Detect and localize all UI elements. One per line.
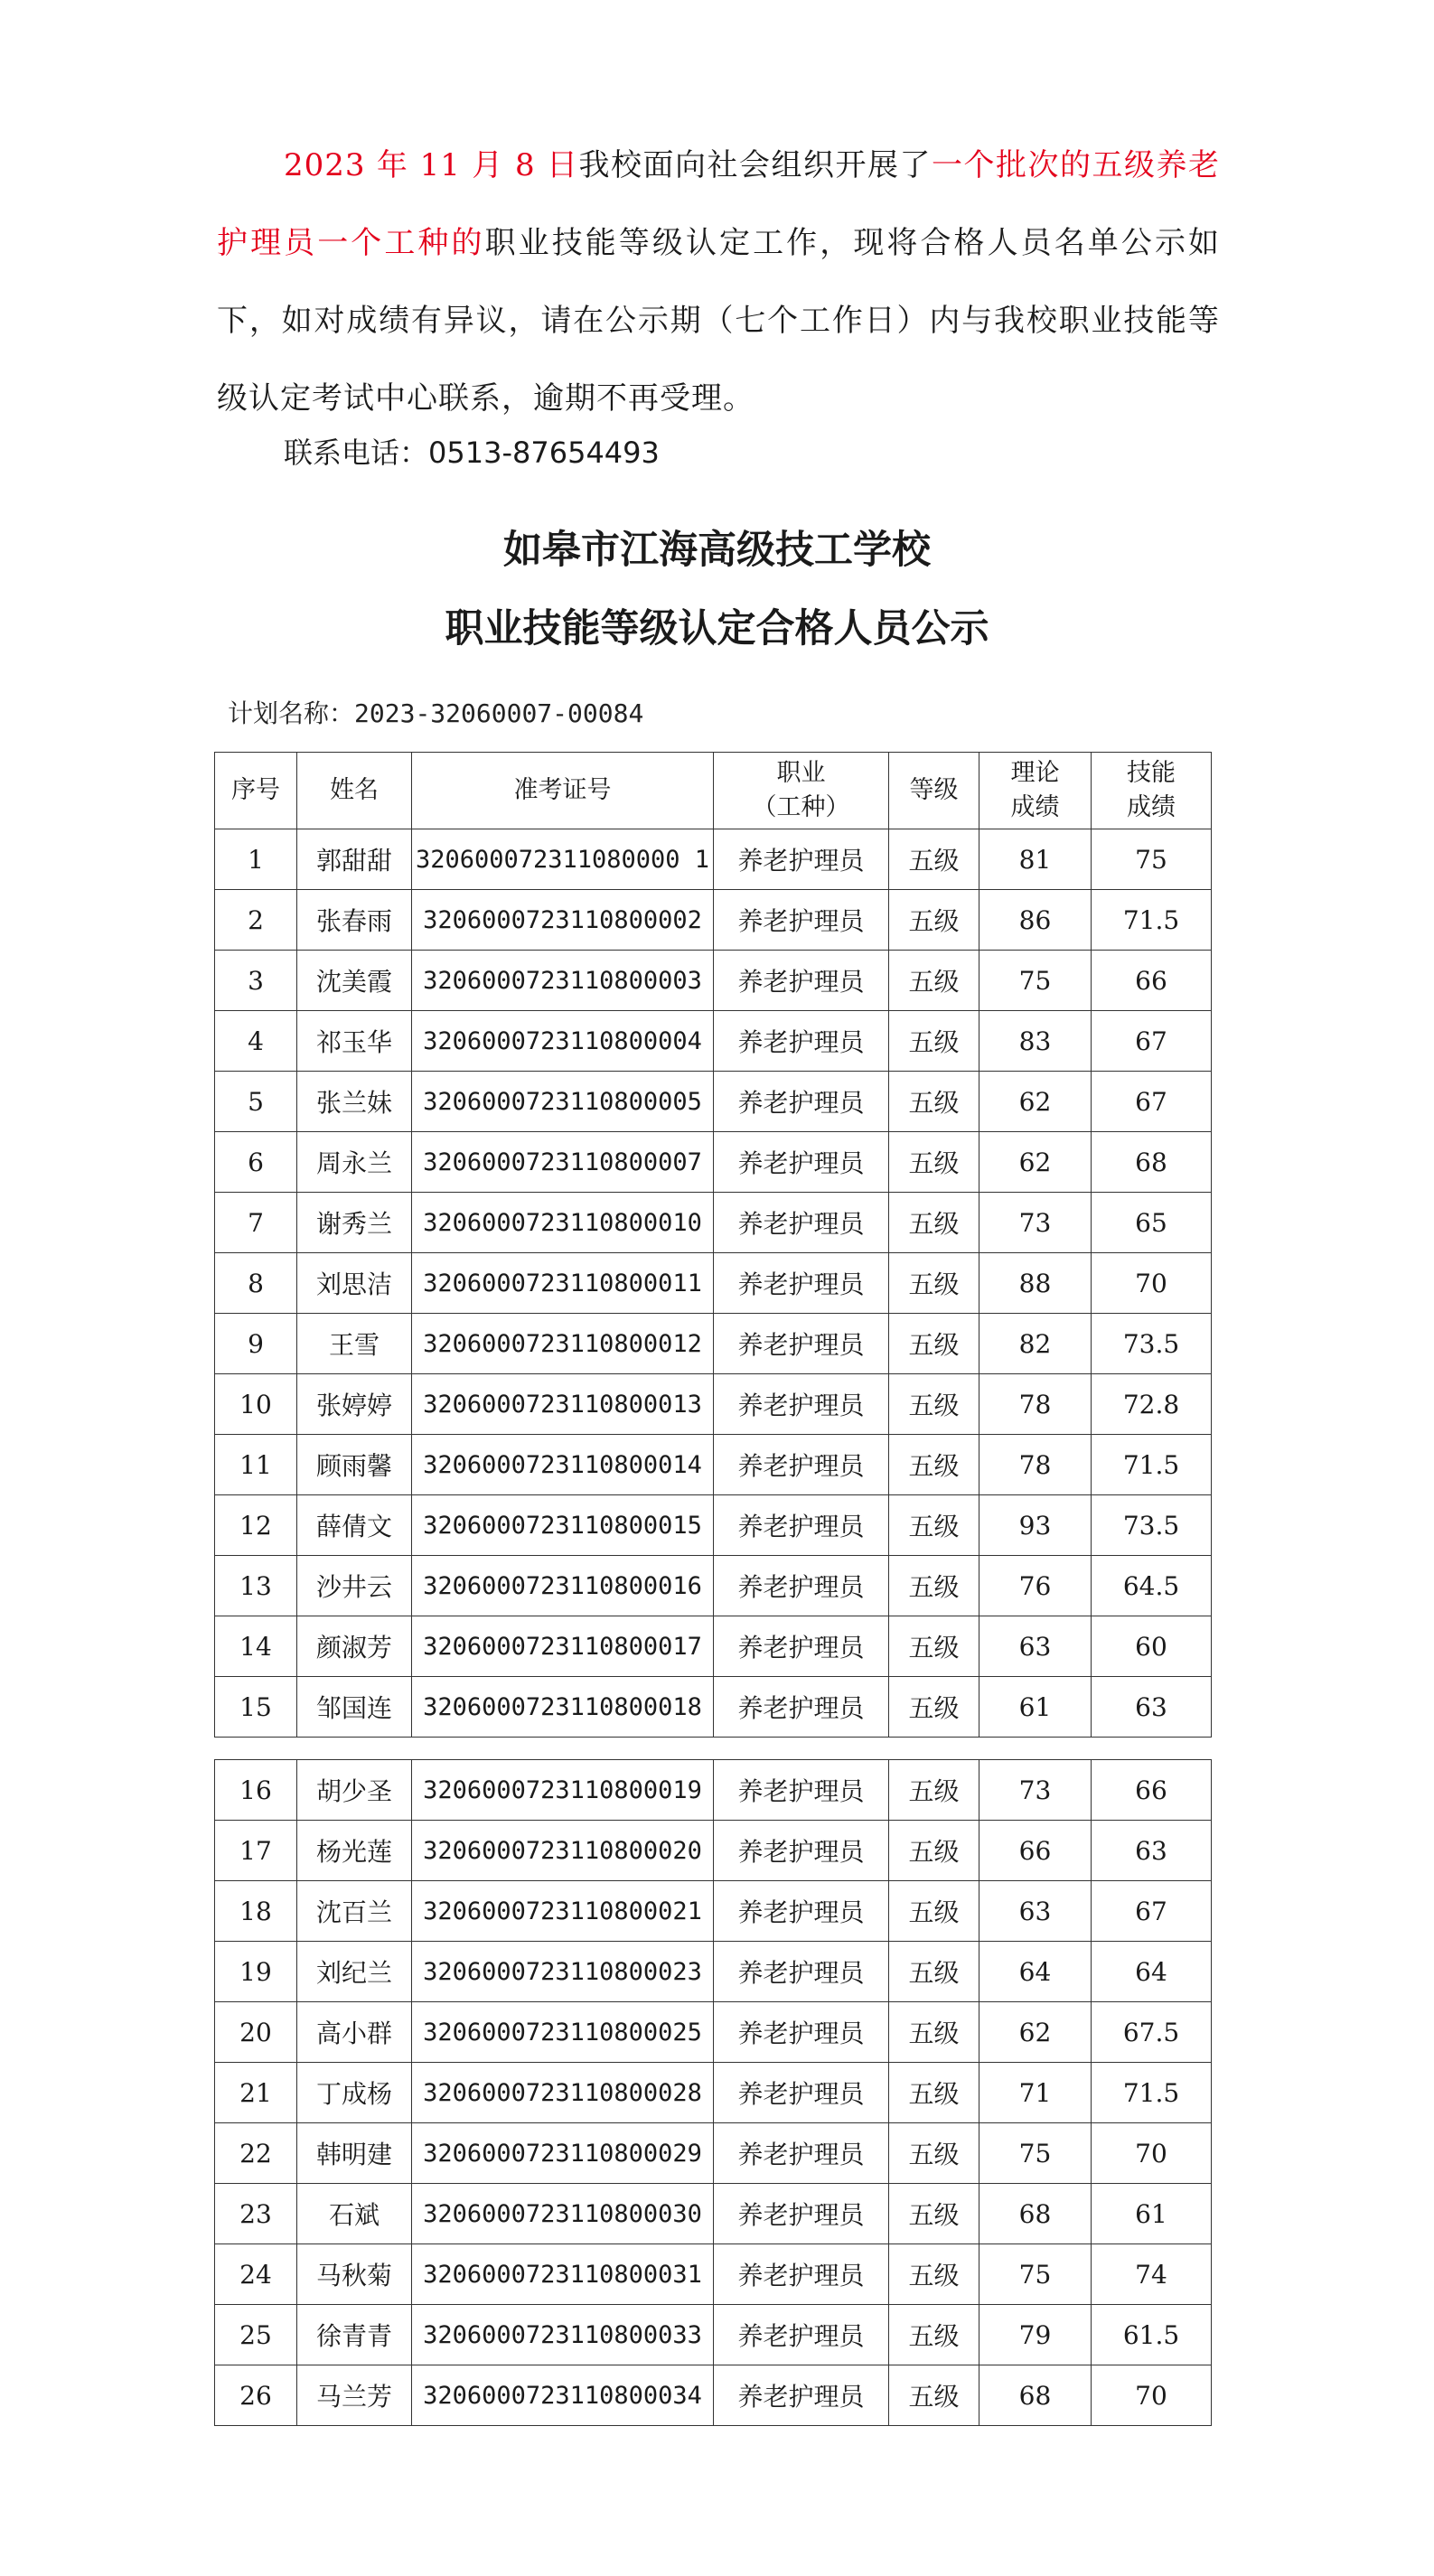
cell-name: 周永兰 bbox=[297, 1132, 412, 1193]
cell-name: 顾雨馨 bbox=[297, 1435, 412, 1495]
table-row bbox=[215, 1677, 1212, 1738]
table-row bbox=[215, 1495, 1212, 1556]
cell-skill: 64.5 bbox=[1092, 1556, 1212, 1616]
cell-skill: 63 bbox=[1092, 1821, 1212, 1881]
cell-job: 养老护理员 bbox=[714, 1132, 889, 1193]
cell-skill: 67 bbox=[1092, 1072, 1212, 1132]
cell-name: 谢秀兰 bbox=[297, 1193, 412, 1253]
cell-theory: 81 bbox=[979, 829, 1092, 890]
cell-skill: 64 bbox=[1092, 1942, 1212, 2002]
table-row bbox=[215, 1881, 1212, 1942]
table-row bbox=[215, 1253, 1212, 1314]
cell-seq: 23 bbox=[215, 2184, 297, 2244]
cell-level: 五级 bbox=[889, 1677, 979, 1738]
cell-theory: 86 bbox=[979, 890, 1092, 951]
cell-job: 养老护理员 bbox=[714, 2244, 889, 2305]
header-ticket: 准考证号 bbox=[412, 753, 714, 829]
header-level: 等级 bbox=[889, 753, 979, 829]
cell-skill: 65 bbox=[1092, 1193, 1212, 1253]
table-row bbox=[215, 1314, 1212, 1374]
cell-seq: 21 bbox=[215, 2063, 297, 2123]
cell-job: 养老护理员 bbox=[714, 1193, 889, 1253]
table-row bbox=[215, 1435, 1212, 1495]
cell-ticket: 3206000723110800031 bbox=[412, 2244, 714, 2305]
intro-date: 2023 年 11 月 8 日 bbox=[284, 147, 579, 183]
cell-seq: 4 bbox=[215, 1011, 297, 1072]
cell-seq: 10 bbox=[215, 1374, 297, 1435]
cell-ticket: 3206000723110800017 bbox=[412, 1616, 714, 1677]
cell-theory: 82 bbox=[979, 1314, 1092, 1374]
cell-level: 五级 bbox=[889, 2123, 979, 2184]
cell-seq: 14 bbox=[215, 1616, 297, 1677]
plan-value: 2023-32060007-00084 bbox=[354, 698, 644, 728]
table-row bbox=[215, 1072, 1212, 1132]
header-skill-line1: 技能 bbox=[1127, 759, 1176, 787]
cell-job: 养老护理员 bbox=[714, 1253, 889, 1314]
cell-skill: 67 bbox=[1092, 1011, 1212, 1072]
cell-seq: 24 bbox=[215, 2244, 297, 2305]
cell-skill: 67.5 bbox=[1092, 2002, 1212, 2063]
header-seq: 序号 bbox=[215, 753, 297, 829]
header-job-line2: （工种） bbox=[752, 793, 850, 821]
cell-name: 丁成杨 bbox=[297, 2063, 412, 2123]
cell-seq: 16 bbox=[215, 1760, 297, 1821]
cell-name: 马秋菊 bbox=[297, 2244, 412, 2305]
cell-seq: 2 bbox=[215, 890, 297, 951]
cell-ticket: 3206000723110800013 bbox=[412, 1374, 714, 1435]
cell-seq: 25 bbox=[215, 2305, 297, 2365]
cell-name: 韩明建 bbox=[297, 2123, 412, 2184]
cell-seq: 26 bbox=[215, 2365, 297, 2426]
cell-ticket: 3206000723110800005 bbox=[412, 1072, 714, 1132]
cell-name: 刘思洁 bbox=[297, 1253, 412, 1314]
cell-seq: 15 bbox=[215, 1677, 297, 1738]
cell-theory: 62 bbox=[979, 1132, 1092, 1193]
contact-phone: 0513-87654493 bbox=[428, 436, 660, 470]
cell-theory: 76 bbox=[979, 1556, 1092, 1616]
cell-job: 养老护理员 bbox=[714, 1435, 889, 1495]
cell-ticket: 3206000723110800025 bbox=[412, 2002, 714, 2063]
cell-level: 五级 bbox=[889, 1556, 979, 1616]
cell-skill: 66 bbox=[1092, 1760, 1212, 1821]
cell-seq: 13 bbox=[215, 1556, 297, 1616]
cell-level: 五级 bbox=[889, 2365, 979, 2426]
table-row bbox=[215, 2123, 1212, 2184]
cell-ticket: 3206000723110800034 bbox=[412, 2365, 714, 2426]
table-row bbox=[215, 890, 1212, 951]
cell-skill: 71.5 bbox=[1092, 890, 1212, 951]
table-row bbox=[215, 2063, 1212, 2123]
cell-ticket: 3206000723110800029 bbox=[412, 2123, 714, 2184]
cell-seq: 12 bbox=[215, 1495, 297, 1556]
header-skill-line2: 成绩 bbox=[1127, 793, 1176, 821]
cell-seq: 9 bbox=[215, 1314, 297, 1374]
cell-job: 养老护理员 bbox=[714, 951, 889, 1011]
cell-level: 五级 bbox=[889, 2063, 979, 2123]
cell-theory: 62 bbox=[979, 2002, 1092, 2063]
cell-name: 石斌 bbox=[297, 2184, 412, 2244]
table-row bbox=[215, 2305, 1212, 2365]
cell-skill: 72.8 bbox=[1092, 1374, 1212, 1435]
cell-name: 颜淑芳 bbox=[297, 1616, 412, 1677]
cell-theory: 79 bbox=[979, 2305, 1092, 2365]
cell-level: 五级 bbox=[889, 1132, 979, 1193]
cell-ticket: 3206000723110800021 bbox=[412, 1881, 714, 1942]
cell-job: 养老护理员 bbox=[714, 1942, 889, 2002]
cell-ticket: 3206000723110800023 bbox=[412, 1942, 714, 2002]
cell-seq: 17 bbox=[215, 1821, 297, 1881]
intro-paragraph bbox=[217, 126, 1220, 437]
cell-job: 养老护理员 bbox=[714, 1821, 889, 1881]
table-row bbox=[215, 1011, 1212, 1072]
table-row bbox=[215, 1760, 1212, 1821]
table-row bbox=[215, 1942, 1212, 2002]
cell-job: 养老护理员 bbox=[714, 1374, 889, 1435]
table-row bbox=[215, 829, 1212, 890]
cell-skill: 75 bbox=[1092, 829, 1212, 890]
cell-name: 沈美霞 bbox=[297, 951, 412, 1011]
cell-seq: 1 bbox=[215, 829, 297, 890]
cell-level: 五级 bbox=[889, 951, 979, 1011]
contact-label: 联系电话： bbox=[284, 436, 429, 470]
cell-theory: 93 bbox=[979, 1495, 1092, 1556]
cell-skill: 61.5 bbox=[1092, 2305, 1212, 2365]
cell-ticket: 3206000723110800018 bbox=[412, 1677, 714, 1738]
cell-level: 五级 bbox=[889, 1616, 979, 1677]
cell-job: 养老护理员 bbox=[714, 2305, 889, 2365]
cell-skill: 74 bbox=[1092, 2244, 1212, 2305]
cell-level: 五级 bbox=[889, 1760, 979, 1821]
header-name: 姓名 bbox=[297, 753, 412, 829]
cell-job: 养老护理员 bbox=[714, 1677, 889, 1738]
table-row bbox=[215, 2002, 1212, 2063]
table-row bbox=[215, 1821, 1212, 1881]
cell-job: 养老护理员 bbox=[714, 2063, 889, 2123]
cell-name: 徐青青 bbox=[297, 2305, 412, 2365]
intro-highlight: 一个批次的五级养老护理员一个工种的 bbox=[217, 147, 1221, 261]
cell-theory: 61 bbox=[979, 1677, 1092, 1738]
cell-name: 刘纪兰 bbox=[297, 1942, 412, 2002]
contact-line bbox=[284, 430, 660, 472]
table-row bbox=[215, 1556, 1212, 1616]
cell-job: 养老护理员 bbox=[714, 890, 889, 951]
cell-level: 五级 bbox=[889, 1253, 979, 1314]
table-row bbox=[215, 1132, 1212, 1193]
plan-label: 计划名称： bbox=[228, 698, 355, 728]
plan-name bbox=[228, 694, 643, 730]
cell-job: 养老护理员 bbox=[714, 1556, 889, 1616]
cell-level: 五级 bbox=[889, 890, 979, 951]
cell-skill: 67 bbox=[1092, 1881, 1212, 1942]
table-row bbox=[215, 2184, 1212, 2244]
cell-seq: 22 bbox=[215, 2123, 297, 2184]
cell-theory: 66 bbox=[979, 1821, 1092, 1881]
cell-ticket: 3206000723110800028 bbox=[412, 2063, 714, 2123]
cell-level: 五级 bbox=[889, 2184, 979, 2244]
cell-skill: 60 bbox=[1092, 1616, 1212, 1677]
cell-name: 薛倩文 bbox=[297, 1495, 412, 1556]
cell-theory: 78 bbox=[979, 1374, 1092, 1435]
cell-job: 养老护理员 bbox=[714, 1072, 889, 1132]
school-title: 如皋市江海高级技工学校 bbox=[503, 528, 931, 573]
cell-seq: 6 bbox=[215, 1132, 297, 1193]
cell-skill: 68 bbox=[1092, 1132, 1212, 1193]
cell-theory: 68 bbox=[979, 2365, 1092, 2426]
header-job-line1: 职业 bbox=[776, 759, 826, 787]
cell-ticket: 3206000723110800019 bbox=[412, 1760, 714, 1821]
cell-ticket: 3206000723110800016 bbox=[412, 1556, 714, 1616]
cell-theory: 73 bbox=[979, 1193, 1092, 1253]
cell-name: 沈百兰 bbox=[297, 1881, 412, 1942]
cell-level: 五级 bbox=[889, 829, 979, 890]
intro-text-2: 职业技能等级认定工作，现将合格人员名单公示如下，如对成绩有异议，请在公示期（七个工作日）内与我校职业技能等级认定考试中心联系，逾期不再受理。 bbox=[217, 225, 1221, 417]
cell-theory: 88 bbox=[979, 1253, 1092, 1314]
cell-theory: 75 bbox=[979, 2244, 1092, 2305]
cell-job: 养老护理员 bbox=[714, 1011, 889, 1072]
header-theory-line1: 理论 bbox=[1010, 759, 1060, 787]
cell-skill: 70 bbox=[1092, 1253, 1212, 1314]
cell-theory: 75 bbox=[979, 951, 1092, 1011]
cell-job: 养老护理员 bbox=[714, 1495, 889, 1556]
cell-name: 胡少圣 bbox=[297, 1760, 412, 1821]
cell-skill: 71.5 bbox=[1092, 2063, 1212, 2123]
cell-theory: 73 bbox=[979, 1760, 1092, 1821]
cell-name: 沙井云 bbox=[297, 1556, 412, 1616]
table-row bbox=[215, 2244, 1212, 2305]
cell-name: 郭甜甜 bbox=[297, 829, 412, 890]
cell-skill: 61 bbox=[1092, 2184, 1212, 2244]
cell-ticket: 3206000723110800003 bbox=[412, 951, 714, 1011]
cell-seq: 7 bbox=[215, 1193, 297, 1253]
cell-seq: 11 bbox=[215, 1435, 297, 1495]
cell-skill: 71.5 bbox=[1092, 1435, 1212, 1495]
cell-theory: 71 bbox=[979, 2063, 1092, 2123]
cell-job: 养老护理员 bbox=[714, 2184, 889, 2244]
cell-level: 五级 bbox=[889, 1495, 979, 1556]
intro-text-1: 我校面向社会组织开展了 bbox=[578, 147, 932, 183]
cell-theory: 63 bbox=[979, 1616, 1092, 1677]
cell-level: 五级 bbox=[889, 1881, 979, 1942]
cell-skill: 70 bbox=[1092, 2365, 1212, 2426]
cell-seq: 8 bbox=[215, 1253, 297, 1314]
cell-seq: 5 bbox=[215, 1072, 297, 1132]
cell-seq: 18 bbox=[215, 1881, 297, 1942]
table-row bbox=[215, 1374, 1212, 1435]
cell-job: 养老护理员 bbox=[714, 1616, 889, 1677]
cell-ticket: 3206000723110800030 bbox=[412, 2184, 714, 2244]
results-table-2 bbox=[214, 1759, 1212, 2426]
cell-seq: 20 bbox=[215, 2002, 297, 2063]
cell-level: 五级 bbox=[889, 1193, 979, 1253]
cell-ticket: 3206000723110800020 bbox=[412, 1821, 714, 1881]
cell-skill: 66 bbox=[1092, 951, 1212, 1011]
header-skill bbox=[1092, 753, 1212, 829]
cell-ticket: 3206000723110800033 bbox=[412, 2305, 714, 2365]
notice-title: 职业技能等级认定合格人员公示 bbox=[445, 606, 989, 651]
cell-ticket: 3206000723110800015 bbox=[412, 1495, 714, 1556]
cell-ticket: 3206000723110800002 bbox=[412, 890, 714, 951]
cell-name: 高小群 bbox=[297, 2002, 412, 2063]
cell-skill: 73.5 bbox=[1092, 1495, 1212, 1556]
cell-job: 养老护理员 bbox=[714, 1314, 889, 1374]
cell-theory: 62 bbox=[979, 1072, 1092, 1132]
cell-theory: 63 bbox=[979, 1881, 1092, 1942]
cell-ticket: 3206000723110800010 bbox=[412, 1193, 714, 1253]
cell-theory: 78 bbox=[979, 1435, 1092, 1495]
cell-ticket: 3206000723110800014 bbox=[412, 1435, 714, 1495]
cell-name: 祁玉华 bbox=[297, 1011, 412, 1072]
table-row bbox=[215, 951, 1212, 1011]
cell-level: 五级 bbox=[889, 1011, 979, 1072]
cell-seq: 3 bbox=[215, 951, 297, 1011]
cell-level: 五级 bbox=[889, 1314, 979, 1374]
cell-skill: 73.5 bbox=[1092, 1314, 1212, 1374]
cell-job: 养老护理员 bbox=[714, 2002, 889, 2063]
cell-theory: 75 bbox=[979, 2123, 1092, 2184]
cell-theory: 83 bbox=[979, 1011, 1092, 1072]
table-header-row bbox=[215, 753, 1212, 829]
cell-job: 养老护理员 bbox=[714, 829, 889, 890]
cell-level: 五级 bbox=[889, 1435, 979, 1495]
cell-name: 张兰妹 bbox=[297, 1072, 412, 1132]
results-table-1 bbox=[214, 752, 1212, 1738]
cell-name: 王雪 bbox=[297, 1314, 412, 1374]
cell-name: 张婷婷 bbox=[297, 1374, 412, 1435]
table-row bbox=[215, 1616, 1212, 1677]
cell-name: 马兰芳 bbox=[297, 2365, 412, 2426]
cell-theory: 68 bbox=[979, 2184, 1092, 2244]
cell-job: 养老护理员 bbox=[714, 2365, 889, 2426]
cell-level: 五级 bbox=[889, 1821, 979, 1881]
cell-level: 五级 bbox=[889, 1374, 979, 1435]
cell-name: 杨光莲 bbox=[297, 1821, 412, 1881]
cell-ticket: 3206000723110800004 bbox=[412, 1011, 714, 1072]
header-job bbox=[714, 753, 889, 829]
cell-level: 五级 bbox=[889, 2002, 979, 2063]
cell-job: 养老护理员 bbox=[714, 1881, 889, 1942]
cell-level: 五级 bbox=[889, 1942, 979, 2002]
cell-level: 五级 bbox=[889, 2305, 979, 2365]
cell-level: 五级 bbox=[889, 1072, 979, 1132]
cell-name: 邹国连 bbox=[297, 1677, 412, 1738]
cell-seq: 19 bbox=[215, 1942, 297, 2002]
cell-skill: 63 bbox=[1092, 1677, 1212, 1738]
cell-ticket: 3206000723110800007 bbox=[412, 1132, 714, 1193]
cell-job: 养老护理员 bbox=[714, 2123, 889, 2184]
cell-ticket: 3206000723110800011 bbox=[412, 1253, 714, 1314]
cell-job: 养老护理员 bbox=[714, 1760, 889, 1821]
cell-level: 五级 bbox=[889, 2244, 979, 2305]
header-theory-line2: 成绩 bbox=[1010, 793, 1060, 821]
cell-ticket: 3206000723110800012 bbox=[412, 1314, 714, 1374]
cell-skill: 70 bbox=[1092, 2123, 1212, 2184]
cell-theory: 64 bbox=[979, 1942, 1092, 2002]
table-row bbox=[215, 2365, 1212, 2426]
header-theory bbox=[979, 753, 1092, 829]
cell-name: 张春雨 bbox=[297, 890, 412, 951]
table-row bbox=[215, 1193, 1212, 1253]
cell-ticket: 320600072311080000 1 bbox=[412, 829, 714, 890]
